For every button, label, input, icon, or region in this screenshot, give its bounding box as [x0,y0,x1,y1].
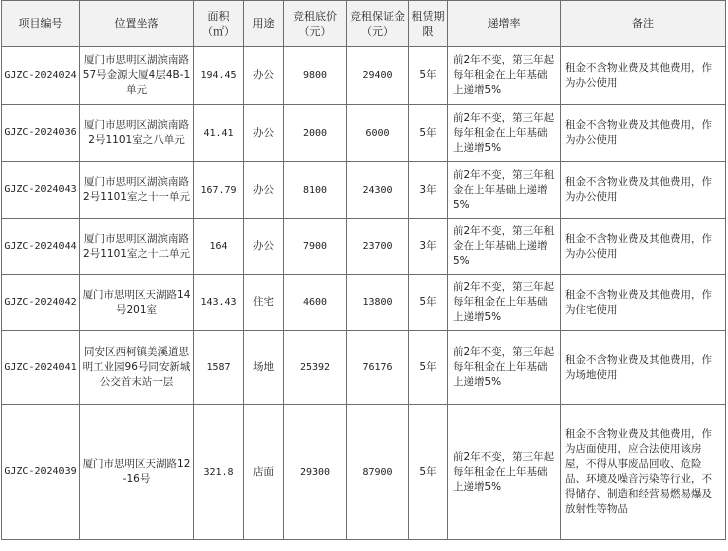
cell-area: 143.43 [194,275,244,331]
cell-increase: 前2年不变，第三年起每年租金在上年基础上递增5% [448,405,561,540]
cell-location: 厦门市思明区湖滨南路2号1101室之十二单元 [80,219,194,275]
table-row [2,105,726,162]
cell-term: 3年 [409,162,448,219]
cell-base-rent: 2000 [284,105,347,162]
cell-note: 租金不含物业费及其他费用，作为办公使用 [561,219,726,275]
header-use: 用途 [244,1,284,47]
cell-use: 办公 [244,219,284,275]
cell-deposit: 13800 [347,275,409,331]
cell-id: GJZC-2024043 [2,162,80,219]
cell-area: 41.41 [194,105,244,162]
cell-deposit: 24300 [347,162,409,219]
cell-term: 5年 [409,47,448,105]
cell-note: 租金不含物业费及其他费用，作为店面使用，应合法使用该房屋，不得从事废品回收、危险品、环境及噪音污染等行业，不得储存、制造和经营易燃易爆及放射性等物品 [561,405,726,540]
cell-increase: 前2年不变，第三年起每年租金在上年基础上递增5% [448,275,561,331]
cell-base-rent: 9800 [284,47,347,105]
table-row [2,405,726,540]
cell-use: 办公 [244,105,284,162]
cell-base-rent: 25392 [284,331,347,405]
cell-increase: 前2年不变，第三年租金在上年基础上递增5% [448,162,561,219]
cell-term: 5年 [409,105,448,162]
cell-increase: 前2年不变，第三年起每年租金在上年基础上递增5% [448,47,561,105]
cell-area: 1587 [194,331,244,405]
header-id: 项目编号 [2,1,80,47]
cell-id: GJZC-2024041 [2,331,80,405]
cell-deposit: 6000 [347,105,409,162]
header-note: 备注 [561,1,726,47]
cell-use: 场地 [244,331,284,405]
table-row [2,219,726,275]
cell-deposit: 76176 [347,331,409,405]
cell-term: 5年 [409,405,448,540]
header-term: 租赁期限 [409,1,448,47]
table-row [2,275,726,331]
header-base-rent: 竞租底价（元） [284,1,347,47]
cell-area: 167.79 [194,162,244,219]
cell-deposit: 23700 [347,219,409,275]
cell-increase: 前2年不变，第三年租金在上年基础上递增5% [448,219,561,275]
cell-base-rent: 4600 [284,275,347,331]
cell-location: 厦门市思明区天湖路12-16号 [80,405,194,540]
cell-location: 厦门市思明区湖滨南路2号1101室之八单元 [80,105,194,162]
cell-increase: 前2年不变，第三年起每年租金在上年基础上递增5% [448,331,561,405]
cell-use: 办公 [244,162,284,219]
table-row [2,47,726,105]
header-location: 位置坐落 [80,1,194,47]
cell-term: 5年 [409,275,448,331]
cell-note: 租金不含物业费及其他费用，作为办公使用 [561,105,726,162]
header-increase: 递增率 [448,1,561,47]
listing-table-wrapper [1,0,726,540]
cell-base-rent: 29300 [284,405,347,540]
cell-base-rent: 7900 [284,219,347,275]
cell-note: 租金不含物业费及其他费用，作为住宅使用 [561,275,726,331]
table-row [2,162,726,219]
cell-area: 321.8 [194,405,244,540]
header-deposit: 竞租保证金（元） [347,1,409,47]
table-header-row [2,1,726,47]
cell-note: 租金不含物业费及其他费用，作为办公使用 [561,162,726,219]
cell-note: 租金不含物业费及其他费用，作为场地使用 [561,331,726,405]
cell-use: 住宅 [244,275,284,331]
cell-deposit: 87900 [347,405,409,540]
cell-term: 3年 [409,219,448,275]
cell-note: 租金不含物业费及其他费用，作为办公使用 [561,47,726,105]
cell-id: GJZC-2024024 [2,47,80,105]
cell-location: 厦门市思明区天湖路14号201室 [80,275,194,331]
cell-increase: 前2年不变，第三年起每年租金在上年基础上递增5% [448,105,561,162]
cell-location: 同安区西柯镇美溪道思明工业园96号同安新城公交首末站一层 [80,331,194,405]
cell-term: 5年 [409,331,448,405]
cell-id: GJZC-2024042 [2,275,80,331]
cell-base-rent: 8100 [284,162,347,219]
cell-location: 厦门市思明区湖滨南路57号金源大厦4层4B-1单元 [80,47,194,105]
header-area: 面积（㎡） [194,1,244,47]
table-row [2,331,726,405]
cell-location: 厦门市思明区湖滨南路2号1101室之十一单元 [80,162,194,219]
cell-use: 店面 [244,405,284,540]
cell-area: 194.45 [194,47,244,105]
cell-area: 164 [194,219,244,275]
cell-id: GJZC-2024036 [2,105,80,162]
cell-id: GJZC-2024039 [2,405,80,540]
cell-use: 办公 [244,47,284,105]
cell-deposit: 29400 [347,47,409,105]
cell-id: GJZC-2024044 [2,219,80,275]
rental-listing-table [1,0,726,540]
